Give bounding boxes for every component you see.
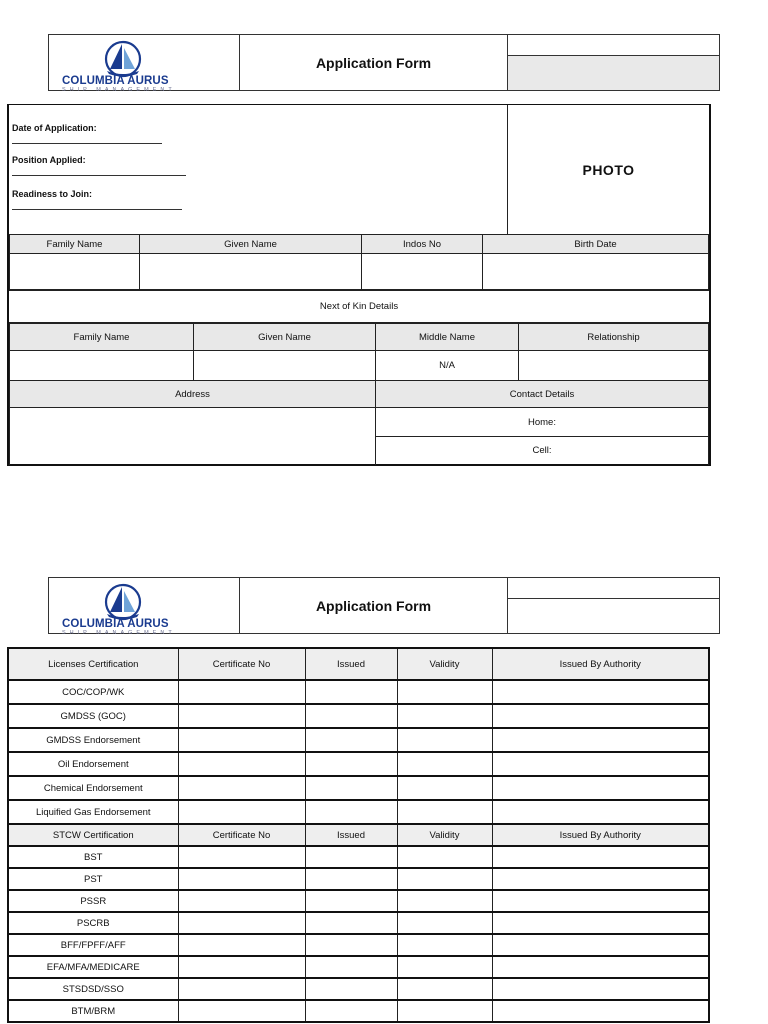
brand-tagline: SHIP MANAGEMENT	[62, 87, 176, 93]
license-header-issued-by-authority: Issued By Authority	[492, 648, 709, 680]
photo-label: PHOTO	[582, 161, 635, 178]
stcw-name: BST	[8, 846, 178, 868]
license-issued-input[interactable]	[305, 776, 397, 800]
reference-field-bottom-2[interactable]	[508, 599, 720, 634]
stcw-issued-input[interactable]	[305, 912, 397, 934]
stcw-name: BFF/FPFF/AFF	[8, 934, 178, 956]
license-issued-by-authority-input[interactable]	[492, 776, 709, 800]
brand-name: COLUMBIA AURUS	[62, 75, 169, 87]
address-contact-table	[9, 380, 709, 465]
stcw-issued-by-authority-input[interactable]	[492, 956, 709, 978]
birth-date-input[interactable]	[483, 254, 709, 290]
reference-field-bottom[interactable]	[508, 56, 720, 91]
next-of-kin-title: Next of Kin Details	[319, 300, 399, 312]
stcw-certificate-no-input[interactable]	[178, 890, 305, 912]
license-row	[8, 776, 709, 800]
logo-cell	[49, 35, 240, 91]
stcw-issued-by-authority-input[interactable]	[492, 868, 709, 890]
stcw-issued-by-authority-input[interactable]	[492, 978, 709, 1000]
stcw-issued-by-authority-input[interactable]	[492, 934, 709, 956]
license-certificate-no-input[interactable]	[178, 752, 305, 776]
readiness-to-join-label: Readiness to Join:	[12, 189, 93, 199]
stcw-validity-input[interactable]	[397, 1000, 492, 1022]
applicant-details-frame	[7, 104, 711, 466]
position-applied-field[interactable]	[12, 175, 186, 176]
license-header-validity: Validity	[397, 648, 492, 680]
form-title-2: Application Form	[240, 578, 508, 634]
stcw-name: BTM/BRM	[8, 1000, 178, 1022]
stcw-row	[8, 978, 709, 1000]
date-of-application-field[interactable]	[12, 143, 162, 144]
license-header-licenses-certification: Licenses Certification	[8, 648, 178, 680]
license-validity-input[interactable]	[397, 704, 492, 728]
license-issued-input[interactable]	[305, 680, 397, 704]
license-validity-input[interactable]	[397, 728, 492, 752]
stcw-name: EFA/MFA/MEDICARE	[8, 956, 178, 978]
license-name: GMDSS Endorsement	[8, 728, 178, 752]
license-row	[8, 800, 709, 824]
license-issued-by-authority-input[interactable]	[492, 680, 709, 704]
personal-details-table	[9, 234, 709, 291]
stcw-issued-by-authority-input[interactable]	[492, 890, 709, 912]
stcw-header-issued-by-authority: Issued By Authority	[492, 824, 709, 846]
kin-given-name-input[interactable]	[194, 351, 376, 381]
stcw-row	[8, 868, 709, 890]
next-of-kin-title-row	[9, 290, 709, 323]
license-issued-input[interactable]	[305, 800, 397, 824]
license-row	[8, 680, 709, 704]
stcw-certificate-no-input[interactable]	[178, 912, 305, 934]
license-issued-by-authority-input[interactable]	[492, 752, 709, 776]
license-issued-input[interactable]	[305, 704, 397, 728]
license-header-certificate-no: Certificate No	[178, 648, 305, 680]
readiness-to-join-field[interactable]	[12, 209, 182, 210]
license-issued-input[interactable]	[305, 728, 397, 752]
certifications-table	[7, 647, 710, 1023]
stcw-issued-input[interactable]	[305, 890, 397, 912]
license-issued-by-authority-input[interactable]	[492, 800, 709, 824]
stcw-name: PSCRB	[8, 912, 178, 934]
stcw-issued-by-authority-input[interactable]	[492, 846, 709, 868]
stcw-validity-input[interactable]	[397, 956, 492, 978]
stcw-issued-by-authority-input[interactable]	[492, 912, 709, 934]
stcw-certificate-no-input[interactable]	[178, 978, 305, 1000]
stcw-certificate-no-input[interactable]	[178, 846, 305, 868]
license-name: Chemical Endorsement	[8, 776, 178, 800]
kin-relationship-input[interactable]	[519, 351, 709, 381]
license-header-row	[8, 648, 709, 680]
stcw-certificate-no-input[interactable]	[178, 868, 305, 890]
cell-phone-field[interactable]: Cell:	[376, 437, 709, 465]
license-name: COC/COP/WK	[8, 680, 178, 704]
license-certificate-no-input[interactable]	[178, 776, 305, 800]
kin-family-name-header: Family Name	[10, 324, 194, 351]
stcw-row	[8, 890, 709, 912]
stcw-header-issued: Issued	[305, 824, 397, 846]
license-name: Liquified Gas Endorsement	[8, 800, 178, 824]
contact-details-header: Contact Details	[376, 381, 709, 408]
license-name: GMDSS (GOC)	[8, 704, 178, 728]
license-row	[8, 752, 709, 776]
stcw-issued-input[interactable]	[305, 956, 397, 978]
stcw-validity-input[interactable]	[397, 934, 492, 956]
license-certificate-no-input[interactable]	[178, 728, 305, 752]
stcw-issued-input[interactable]	[305, 978, 397, 1000]
family-name-header: Family Name	[10, 235, 140, 254]
stcw-validity-input[interactable]	[397, 868, 492, 890]
form-title: Application Form	[240, 35, 508, 91]
indos-no-input[interactable]	[362, 254, 483, 290]
license-validity-input[interactable]	[397, 680, 492, 704]
stcw-row	[8, 934, 709, 956]
birth-date-header: Birth Date	[483, 235, 709, 254]
address-header: Address	[10, 381, 376, 408]
stcw-validity-input[interactable]	[397, 978, 492, 1000]
license-validity-input[interactable]	[397, 776, 492, 800]
kin-middle-name-input[interactable]: N/A	[376, 351, 519, 381]
application-fields	[9, 105, 508, 234]
stcw-row	[8, 912, 709, 934]
license-issued-by-authority-input[interactable]	[492, 728, 709, 752]
stcw-header-validity: Validity	[397, 824, 492, 846]
indos-no-header: Indos No	[362, 235, 483, 254]
license-certificate-no-input[interactable]	[178, 800, 305, 824]
stcw-row	[8, 846, 709, 868]
stcw-row	[8, 1000, 709, 1022]
license-issued-by-authority-input[interactable]	[492, 704, 709, 728]
stcw-validity-input[interactable]	[397, 912, 492, 934]
photo-box[interactable]	[508, 105, 709, 234]
given-name-input[interactable]	[140, 254, 362, 290]
stcw-header-stcw-certification: STCW Certification	[8, 824, 178, 846]
license-validity-input[interactable]	[397, 800, 492, 824]
stcw-name: PSSR	[8, 890, 178, 912]
reference-field-top[interactable]	[508, 35, 720, 56]
home-phone-field[interactable]: Home:	[376, 408, 709, 437]
stcw-issued-input[interactable]	[305, 846, 397, 868]
stcw-validity-input[interactable]	[397, 846, 492, 868]
stcw-issued-by-authority-input[interactable]	[492, 1000, 709, 1022]
stcw-name: PST	[8, 868, 178, 890]
license-certificate-no-input[interactable]	[178, 680, 305, 704]
stcw-issued-input[interactable]	[305, 1000, 397, 1022]
stcw-validity-input[interactable]	[397, 890, 492, 912]
stcw-header-row	[8, 824, 709, 846]
address-input[interactable]	[10, 408, 376, 465]
date-of-application-label: Date of Application:	[12, 123, 97, 133]
kin-middle-name-header: Middle Name	[376, 324, 519, 351]
license-header-issued: Issued	[305, 648, 397, 680]
kin-relationship-header: Relationship	[519, 324, 709, 351]
reference-field-top-2[interactable]	[508, 578, 720, 599]
brand-tagline-2: SHIP MANAGEMENT	[62, 630, 176, 636]
license-name: Oil Endorsement	[8, 752, 178, 776]
license-certificate-no-input[interactable]	[178, 704, 305, 728]
stcw-certificate-no-input[interactable]	[178, 934, 305, 956]
logo-cell-2	[49, 578, 240, 634]
kin-family-name-input[interactable]	[10, 351, 194, 381]
stcw-issued-input[interactable]	[305, 934, 397, 956]
stcw-certificate-no-input[interactable]	[178, 1000, 305, 1022]
given-name-header: Given Name	[140, 235, 362, 254]
kin-given-name-header: Given Name	[194, 324, 376, 351]
stcw-certificate-no-input[interactable]	[178, 956, 305, 978]
stcw-issued-input[interactable]	[305, 868, 397, 890]
next-of-kin-table	[9, 323, 709, 382]
license-row	[8, 704, 709, 728]
license-validity-input[interactable]	[397, 752, 492, 776]
brand-name-2: COLUMBIA AURUS	[62, 618, 169, 630]
header-band-2	[48, 577, 720, 634]
header-band-1	[48, 34, 720, 91]
stcw-row	[8, 956, 709, 978]
position-applied-label: Position Applied:	[12, 155, 86, 165]
license-row	[8, 728, 709, 752]
family-name-input[interactable]	[10, 254, 140, 290]
stcw-name: STSDSD/SSO	[8, 978, 178, 1000]
license-issued-input[interactable]	[305, 752, 397, 776]
stcw-header-certificate-no: Certificate No	[178, 824, 305, 846]
